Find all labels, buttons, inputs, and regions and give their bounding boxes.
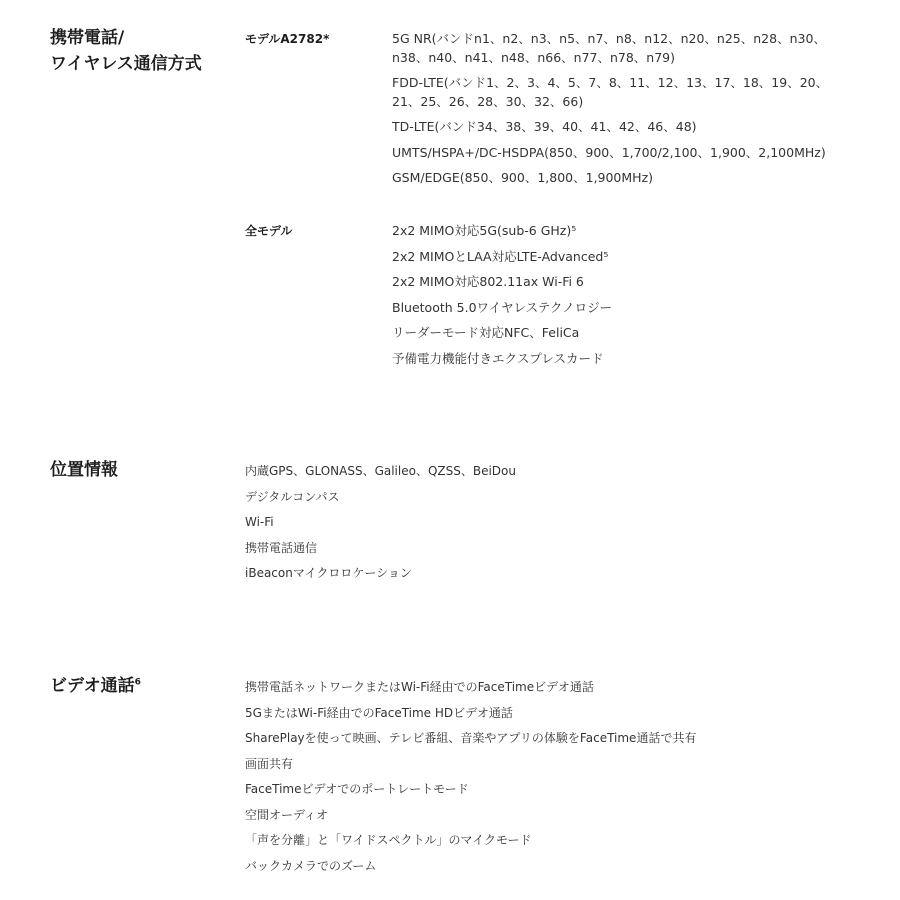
spec-item: 予備電力機能付きエクスプレスカード xyxy=(392,350,604,366)
list-item: FaceTimeビデオでのポートレートモード xyxy=(245,782,469,796)
spec-item: TD-LTE(バンド34、38、39、40、41、42、46、48) xyxy=(392,119,697,134)
list-item: 「声を分離」と「ワイドスペクトル」のマイクモード xyxy=(245,833,532,847)
spec-item: FDD-LTE(バンド1、2、3、4、5、7、8、11、12、13、17、18、19、20、21、25、26、28、30、32、66) xyxy=(392,75,829,109)
spec-item: 5G NR(バンドn1、n2、n3、n5、n7、n8、n12、n20、n25、n28、n30、n38、n40、n41、n48、n66、n77、n78、n79) xyxy=(392,31,826,65)
list-item: 携帯電話ネットワークまたはWi-Fi経由でのFaceTimeビデオ通話 xyxy=(245,680,594,694)
list-item: バックカメラでのズーム xyxy=(245,858,377,873)
location-feature-list xyxy=(245,462,845,590)
list-item: Wi-Fi xyxy=(245,515,274,529)
spec-item: 2x2 MIMO対応802.11ax Wi-Fi 6 xyxy=(392,274,584,289)
spec-item: Bluetooth 5.0ワイヤレステクノロジー xyxy=(392,299,613,315)
model-a2782-spec-list xyxy=(392,30,832,195)
cellular-section-title: 携帯電話/ ワイヤレス通信方式 xyxy=(50,28,202,74)
spec-item: 2x2 MIMOとLAA対応LTE-Advanced⁵ xyxy=(392,248,609,264)
video-calling-section-title xyxy=(50,673,141,699)
spec-item: UMTS/HSPA+/DC-HSDPA(850、900、1,700/2,100、1,900、2,100MHz) xyxy=(392,144,826,160)
list-item: 携帯電話通信 xyxy=(245,540,318,555)
spec-item: GSM/EDGE(850、900、1,800、1,900MHz) xyxy=(392,170,654,185)
list-item: iBeaconマイクロロケーション xyxy=(245,566,412,580)
all-models-spec-list xyxy=(392,222,832,375)
footnote-marker: 6 xyxy=(134,677,141,688)
video-calling-title-text: ビデオ通話 xyxy=(50,676,135,696)
all-models-label: 全モデル xyxy=(245,224,293,238)
list-item: 空間オーディオ xyxy=(245,807,329,822)
list-item: 内蔵GPS、GLONASS、Galileo、QZSS、BeiDou xyxy=(245,464,516,478)
location-section-title: 位置情報 xyxy=(50,460,118,480)
list-item: 5GまたはWi-Fi経由でのFaceTime HDビデオ通話 xyxy=(245,705,513,720)
list-item: SharePlayを使って映画、テレビ番組、音楽やアプリの体験をFaceTime通話で共有 xyxy=(245,731,697,745)
list-item: 画面共有 xyxy=(245,756,294,771)
model-a2782-label: モデルA2782* xyxy=(245,32,330,46)
spec-item: リーダーモード対応NFC、FeliCa xyxy=(392,325,580,340)
list-item: デジタルコンパス xyxy=(245,489,340,504)
video-calling-feature-list xyxy=(245,678,845,882)
spec-item: 2x2 MIMO対応5G(sub-6 GHz)⁵ xyxy=(392,223,577,238)
